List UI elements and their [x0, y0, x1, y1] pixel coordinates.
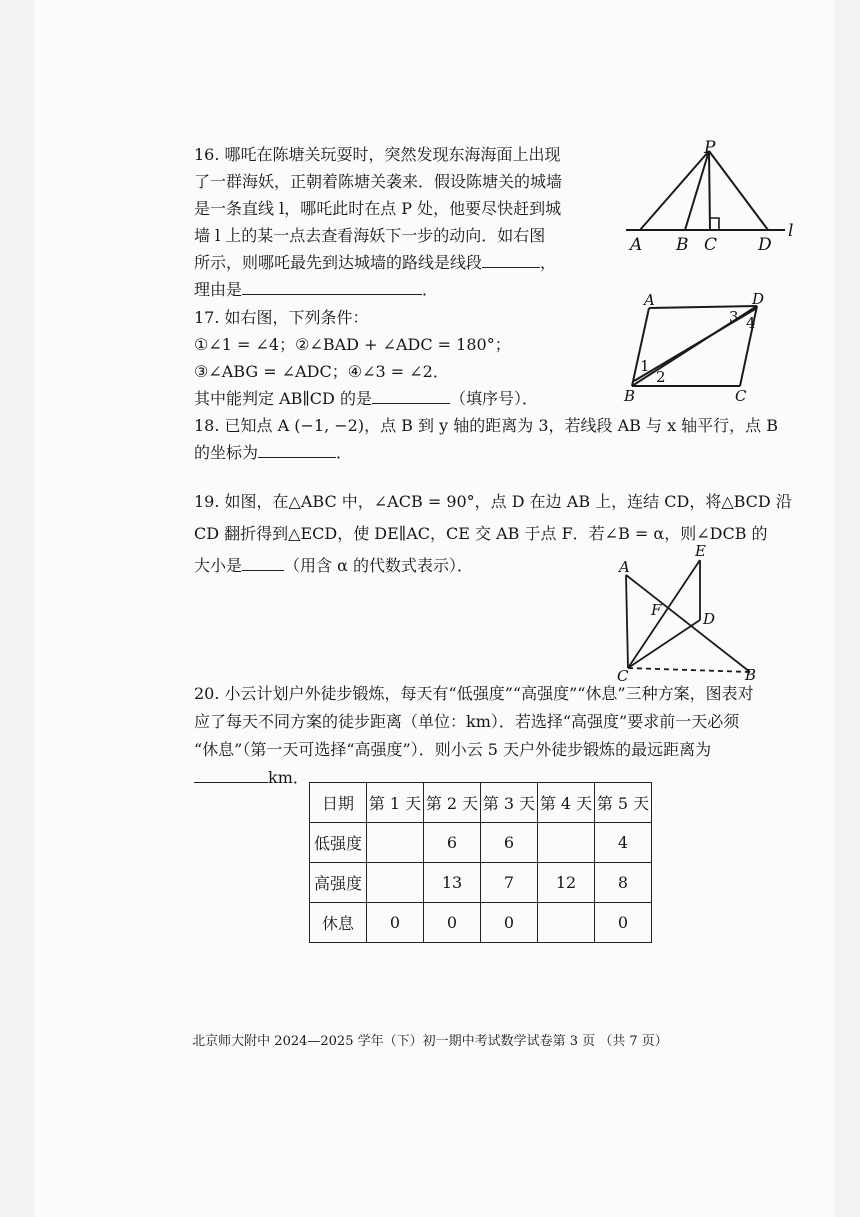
table-cell	[367, 863, 424, 903]
q19-line: 19. 如图，在△ABC 中，∠ACB = 90°，点 D 在边 AB 上，连结 CD，将△BCD 沿	[194, 492, 792, 511]
label-1: 1	[640, 357, 650, 375]
table-row	[310, 863, 652, 903]
q19-line: CD 翻折得到△ECD，使 DE∥AC，CE 交 AB 于点 F．若∠B = α，则∠DCB 的	[194, 524, 768, 543]
label-E: E	[695, 542, 706, 560]
label-B: B	[624, 387, 636, 405]
table-cell: 休息	[310, 903, 367, 943]
label-A: A	[619, 558, 630, 576]
question-18	[194, 412, 794, 466]
answer-blank[interactable]	[194, 764, 268, 783]
header-cell: 日期	[310, 783, 367, 823]
label-D: D	[752, 290, 765, 308]
q16-line: 了一群海妖，正朝着陈塘关袭来．假设陈塘关的城墙	[194, 172, 563, 191]
q18-line: 的坐标为 ．	[194, 439, 794, 466]
table-row	[310, 903, 652, 943]
answer-blank[interactable]	[242, 552, 284, 571]
label-F: F	[651, 601, 662, 619]
label-B: B	[676, 235, 689, 253]
q16-line: 理由是 ．	[194, 276, 614, 303]
table-cell: 0	[481, 903, 538, 943]
label-B: B	[745, 666, 757, 684]
table-cell: 7	[481, 863, 538, 903]
label-C: C	[617, 667, 629, 684]
table-cell: 13	[424, 863, 481, 903]
q17-conditions: ①∠1 = ∠4；②∠BAD + ∠ADC = 180°；	[194, 335, 511, 354]
q20-line: km．	[194, 764, 794, 792]
answer-blank[interactable]	[242, 276, 422, 295]
label-D: D	[758, 235, 772, 253]
q19-line: 大小是 （用含 α 的代数式表示）．	[194, 550, 794, 582]
q17-title: 17. 如右图，下列条件：	[194, 308, 369, 327]
label-4: 4	[746, 314, 756, 332]
q17-ask: 其中能判定 AB∥CD 的是 （填序号）．	[194, 385, 614, 412]
label-C: C	[735, 387, 747, 405]
label-2: 2	[656, 368, 666, 386]
table-cell	[367, 823, 424, 863]
label-D: D	[703, 610, 716, 628]
table-cell	[538, 903, 595, 943]
q16-figure	[620, 138, 800, 253]
label-l: l	[788, 221, 794, 241]
table-cell: 4	[595, 823, 652, 863]
label-A: A	[644, 291, 655, 309]
table-cell: 高强度	[310, 863, 367, 903]
q16-line: 墙 l 上的某一点去查看海妖下一步的动向．如右图	[194, 226, 546, 245]
table-cell: 6	[424, 823, 481, 863]
table-header-row	[310, 783, 652, 823]
header-cell: 第 2 天	[424, 783, 481, 823]
q20-line: 应了每天不同方案的徒步距离（单位：km）．若选择“高强度”要求前一天必须	[194, 712, 740, 731]
page-footer: 北京师大附中 2024—2025 学年（下）初一期中考试数学试卷第 3 页 （共 7 页）	[192, 1034, 668, 1049]
table-cell: 低强度	[310, 823, 367, 863]
label-3: 3	[729, 308, 739, 326]
q16-line: 是一条直线 l，哪吒此时在点 P 处，他要尽快赶到城	[194, 199, 562, 218]
table-cell: 12	[538, 863, 595, 903]
answer-blank[interactable]	[482, 249, 540, 268]
question-16	[194, 141, 614, 303]
table-cell: 0	[367, 903, 424, 943]
header-cell: 第 4 天	[538, 783, 595, 823]
answer-blank[interactable]	[372, 385, 450, 404]
header-cell: 第 3 天	[481, 783, 538, 823]
question-17	[194, 304, 614, 412]
answer-blank[interactable]	[258, 439, 336, 458]
q16-line: 16. 哪吒在陈塘关玩耍时，突然发现东海海面上出现	[194, 145, 561, 164]
q16-line: 所示，则哪吒最先到达城墙的路线是线段 ，	[194, 249, 614, 276]
table-cell: 6	[481, 823, 538, 863]
q19-figure	[612, 542, 792, 684]
q20-line: “休息”（第一天可选择“高强度”）．则小云 5 天户外徒步锻炼的最远距离为	[194, 740, 712, 759]
q17-figure	[618, 288, 778, 406]
table-cell: 8	[595, 863, 652, 903]
q17-conditions: ③∠ABG = ∠ADC；④∠3 = ∠2．	[194, 362, 449, 381]
q18-line: 18. 已知点 A (−1, −2)，点 B 到 y 轴的距离为 3，若线段 AB 与 x 轴平行，点 B	[194, 416, 779, 435]
label-P: P	[704, 138, 716, 158]
table-cell	[538, 823, 595, 863]
header-cell: 第 1 天	[367, 783, 424, 823]
header-cell: 第 5 天	[595, 783, 652, 823]
distance-table	[309, 782, 652, 943]
table-cell: 0	[424, 903, 481, 943]
label-A: A	[630, 235, 643, 253]
q20-line: 20. 小云计划户外徒步锻炼，每天有“低强度”“高强度”“休息”三种方案，图表对	[194, 684, 754, 703]
table-cell: 0	[595, 903, 652, 943]
table-row	[310, 823, 652, 863]
label-C: C	[704, 235, 718, 253]
question-20	[194, 680, 794, 792]
